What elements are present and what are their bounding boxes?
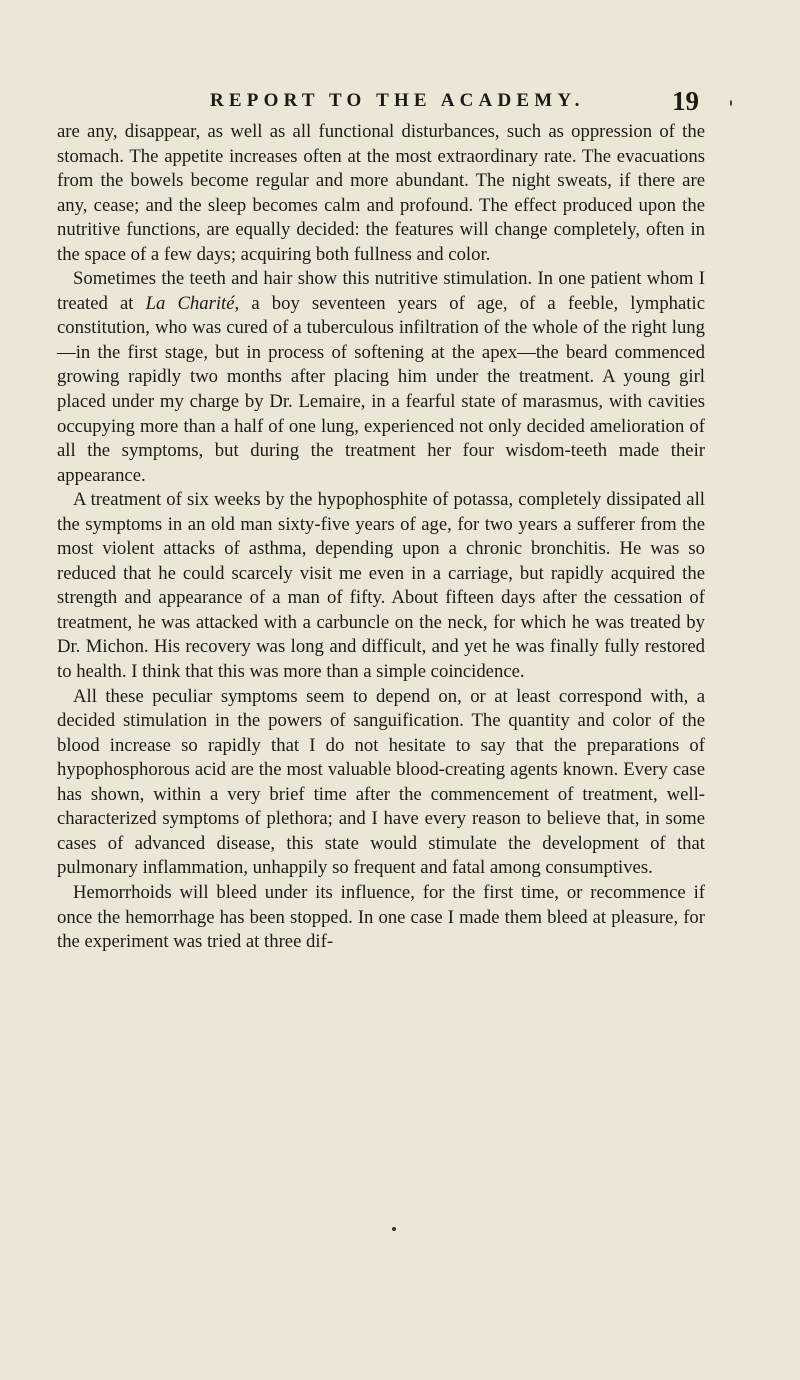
running-title: REPORT TO THE ACADEMY.: [210, 90, 585, 111]
paragraph-2: [57, 267, 705, 488]
ink-speck: [730, 100, 732, 106]
paragraph-text: Sometimes the teeth and hair show this nutritive stimulation. In one patient whom I treated at: [57, 268, 705, 314]
paragraph-5: [57, 881, 705, 955]
paragraph-text: All these peculiar symptoms seem to depend on, or at least correspond with, a decided stimulation in the powers of sanguification. The quantity and color of the blood increase so rapidly that I do not hesitate to say that the preparations of hypophosphorous acid are the most valuable blood-creating agents known. Every case has shown, within a very brief time after the commencement of treatment, well-characterized symptoms of plethora; and I have every reason to believe that, in some cases of advanced disease, this state would stimulate the development of that pulmonary inflammation, unhappily so frequent and fatal among consumptives.: [57, 685, 705, 879]
page-number: 19: [672, 86, 699, 116]
paragraph-3: [57, 488, 705, 684]
paragraph-4: [57, 685, 705, 881]
italic-hospital-name: La Charité,: [145, 292, 240, 314]
paragraph-text: a boy seventeen years of age, of a feeble, lymphatic constitution, who was cured of a tuberculous infiltration of the whole of the right lung—in the first stage, but in process of softening at the apex—the beard commenced growing rapidly two months after placing him under the treatment. A young girl placed under my charge by Dr. Lemaire, in a fearful state of marasmus, with cavities occupying more than a half of one lung, experienced not only decided amelioration of all the symptoms, but during the treatment her four wisdom-teeth made their appearance.: [57, 292, 705, 486]
running-head: [0, 88, 800, 120]
paragraph-text: are any, disappear, as well as all functional disturbances, such as oppression of the stomach. The appetite increases often at the most extraordinary rate. The evacuations from the bowels become regular and more abundant. The night sweats, if there are any, cease; and the sleep becomes calm and profound. The effect produced upon the nutritive functions, are equally decided: the features will change completely, often in the space of a few days; acquiring both fullness and color.: [57, 121, 705, 265]
paragraph-1: [57, 120, 705, 267]
paragraph-text: Hemorrhoids will bleed under its influence, for the first time, or recommence if once the hemorrhage has been stopped. In one case I made them bleed at pleasure, for the experiment was tried at three dif-: [57, 881, 705, 953]
paragraph-text: A treatment of six weeks by the hypophosphite of potassa, completely dissipated all the symptoms in an old man sixty-five years of age, for two years a sufferer from the most violent attacks of asthma, depending upon a chronic bronchitis. He was so reduced that he could scarcely visit me even in a carriage, but rapidly acquired the strength and appearance of a man of fifty. About fifteen days after the cessation of treatment, he was attacked with a carbuncle on the neck, for which he was treated by Dr. Michon. His recovery was long and difficult, and yet he was finally fully restored to health. I think that this was more than a simple coincidence.: [57, 489, 705, 683]
ink-speck: [392, 1227, 396, 1231]
body-text: [57, 120, 705, 955]
